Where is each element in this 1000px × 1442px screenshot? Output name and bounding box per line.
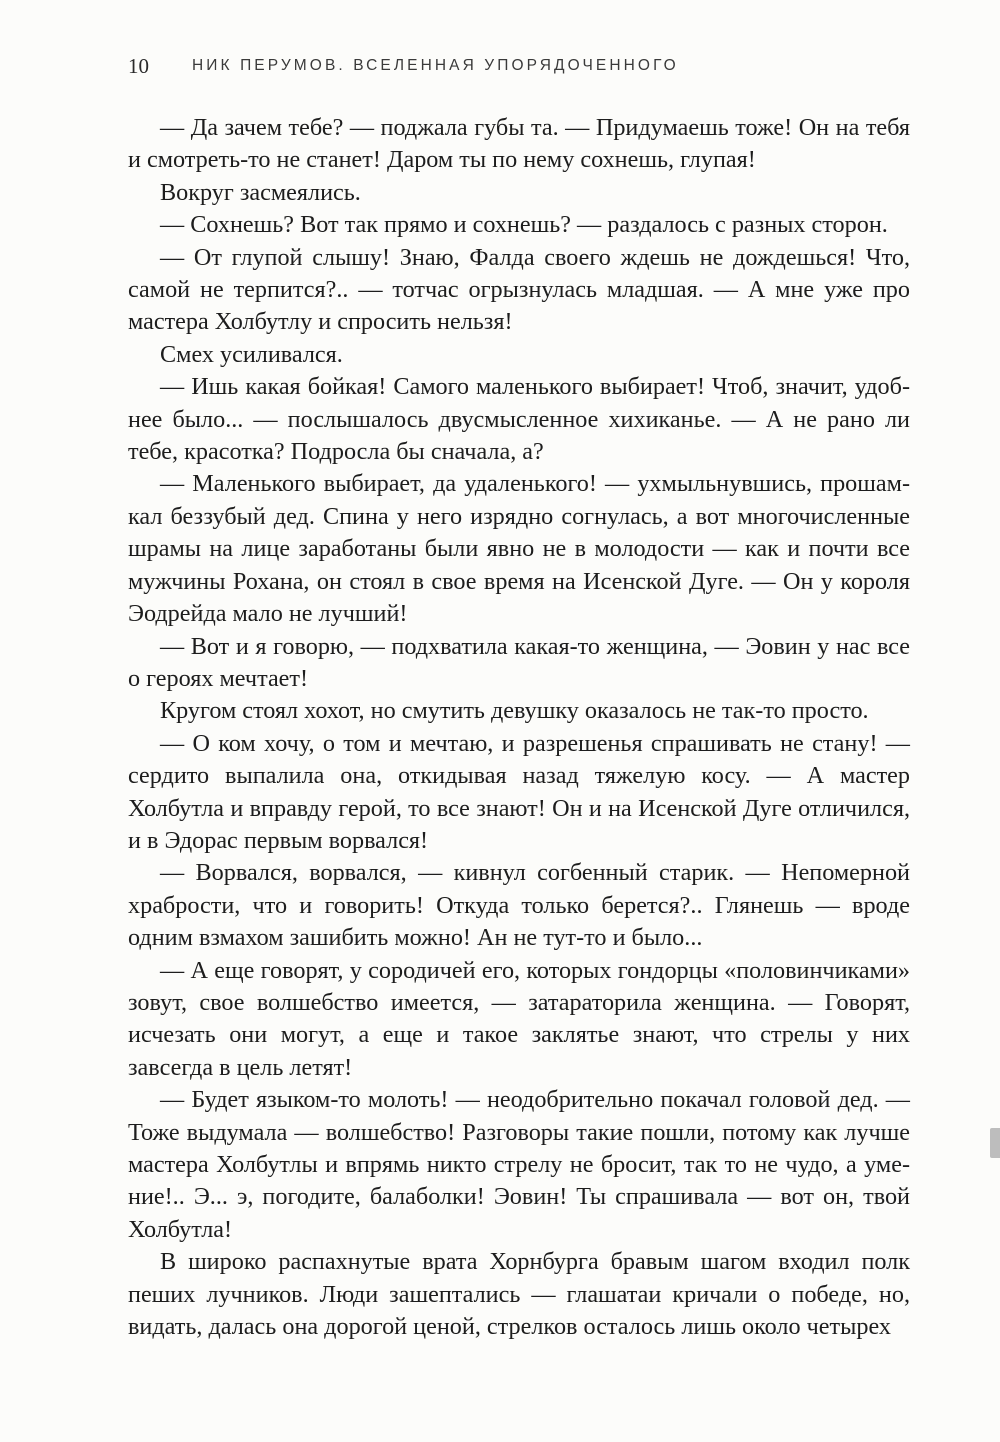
page-header: [128, 52, 908, 82]
page-number: 10: [128, 54, 149, 78]
paragraph: Смех усиливался.: [160, 340, 343, 368]
paragraph: Вокруг засмеялись.: [160, 178, 361, 206]
page-edge-mark: [990, 1128, 1000, 1158]
paragraph: — Ворвался, ворвался, — кивнул согбенный старик. — Непомерной храбрости, что и говорить! Откуда только берется?.. Глянешь — вроде одним взмахом зашибить можно! Ан не тут-то и было...: [128, 859, 910, 952]
paragraph: — От глупой слышу! Знаю, Фалда своего ждешь не дождешься! Что, самой не терпится?.. — тотчас огрызнулась младшая. — А мне уже про мастера Холбутлу и спросить нельзя!: [128, 243, 910, 336]
paragraph: — Маленького выбирает, да удаленького! — ухмыльнувшись, прошамкал беззубый дед. Спина у него изрядно согнулась, а вот многочисленные шрамы на лице заработаны были явно не в молодости — как и почти все мужчины Рохана, он стоял в свое время на Исенской Дуге. — Он у короля Эодрейда мало не лучший!: [128, 470, 910, 628]
body-text: [128, 112, 910, 1343]
paragraph: — О ком хочу, о том и мечтаю, и разрешенья спрашивать не стану! — сердито выпалила она, откидывая назад тяжелую косу. — А мастер Холбутла и вправду герой, то все знают! Он и на Исенской Дуге отличился, и в Эдорас первым ворвался!: [128, 729, 910, 854]
paragraph: — Будет языком-то молоть! — неодобрительно покачал головой дед. — Тоже выдумала — волшебство! Разговоры такие пошли, потому как лучше мастера Холбутлы и впрямь никто стрелу не бросит, так то не чудо, а умение!.. Э... э, погодите, балаболки! Эовин! Ты спрашивала — вот он, твой Холбутла!: [128, 1086, 910, 1243]
paragraph: Кругом стоял хохот, но смутить девушку оказалось не так-то просто.: [160, 697, 869, 725]
paragraph: В широко распахнутые врата Хорнбурга бравым шагом входил полк пеших лучников. Люди зашептались — глашатаи кричали о победе, но, видать, далась она дорогой ценой, стрелков осталось лишь около четырех: [128, 1248, 910, 1341]
running-title: НИК ПЕРУМОВ. ВСЕЛЕННАЯ УПОРЯДОЧЕННОГО: [192, 57, 679, 74]
paragraph: — А еще говорят, у сородичей его, которых гондорцы «половинчиками» зовут, свое волшебство имеется, — затараторила женщина. — Говорят, исчезать они могут, а еще и такое заклятье знают, что стрелы у них завсегда в цель летят!: [128, 956, 910, 1081]
paragraph: — Сохнешь? Вот так прямо и сохнешь? — раздалось с разных сторон.: [160, 211, 888, 239]
paragraph: — Ишь какая бойкая! Самого маленького выбирает! Чтоб, значит, удобнее было... — послышалось двусмысленное хихиканье. — А не рано ли тебе, красотка? Подросла бы сначала, а?: [128, 373, 910, 466]
paragraph: — Да зачем тебе? — поджала губы та. — Придумаешь тоже! Он на тебя и смотреть-то не станет! Даром ты по нему сохнешь, глупая!: [128, 114, 910, 174]
paragraph: — Вот и я говорю, — подхватила какая-то женщина, — Эовин у нас все о героях мечтает!: [128, 632, 910, 692]
